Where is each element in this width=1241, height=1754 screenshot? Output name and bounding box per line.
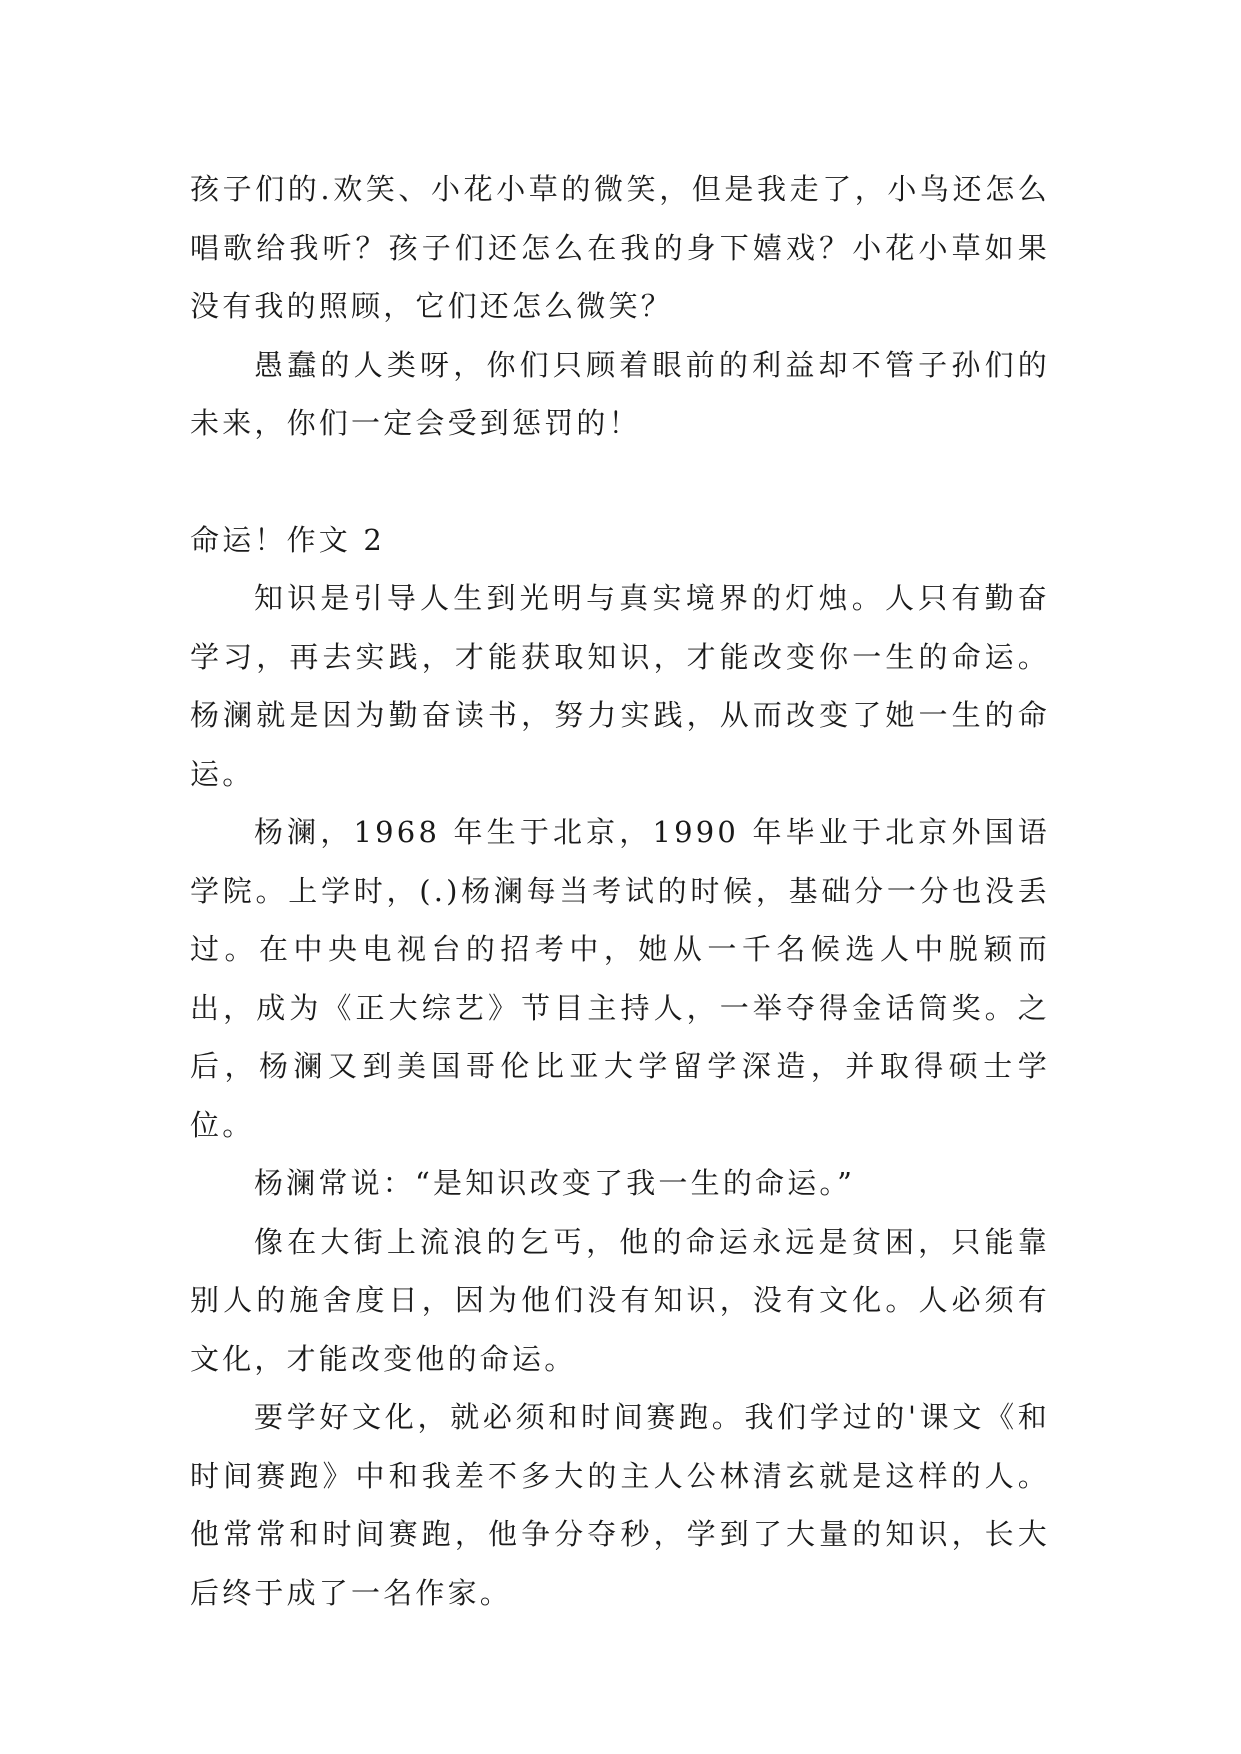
paragraph: 知识是引导人生到光明与真实境界的灯烛。人只有勤奋学习，再去实践，才能获取知识，才能改变你一生的命运。杨澜就是因为勤奋读书，努力实践，从而改变了她一生的命运。 [190,581,1050,791]
paragraph-continued: 孩子们的.欢笑、小花小草的微笑，但是我走了，小鸟还怎么唱歌给我听？孩子们还怎么在我的身下嬉戏？小花小草如果没有我的照顾，它们还怎么微笑？ [190,172,1050,323]
document-body [190,160,1050,1622]
paragraph: 杨澜，1968 年生于北京，1990 年毕业于北京外国语学院。上学时，(.)杨澜每当考试的时候，基础分一分也没丢过。在中央电视台的招考中，她从一千名候选人中脱颖而出，成为《正大综艺》节目主持人，一举夺得金话筒奖。之后，杨澜又到美国哥伦比亚大学留学深造，并取得硕士学位。 [190,815,1050,1142]
paragraph-conclusion: 愚蠢的人类呀，你们只顾着眼前的利益却不管子孙们的未来，你们一定会受到惩罚的！ [190,347,1050,440]
paragraph: 要学好文化，就必须和时间赛跑。我们学过的'课文《和时间赛跑》中和我差不多大的主人公林清玄就是这样的人。他常常和时间赛跑，他争分夺秒，学到了大量的知识，长大后终于成了一名作家。 [190,1400,1050,1610]
essay-title: 命运！作文 2 [190,522,386,557]
paragraph-quote: 杨澜常说：“是知识改变了我一生的命运。” [254,1166,856,1200]
paragraph: 像在大街上流浪的乞丐，他的命运永远是贫困，只能靠别人的施舍度日，因为他们没有知识，没有文化。人必须有文化，才能改变他的命运。 [190,1224,1050,1376]
